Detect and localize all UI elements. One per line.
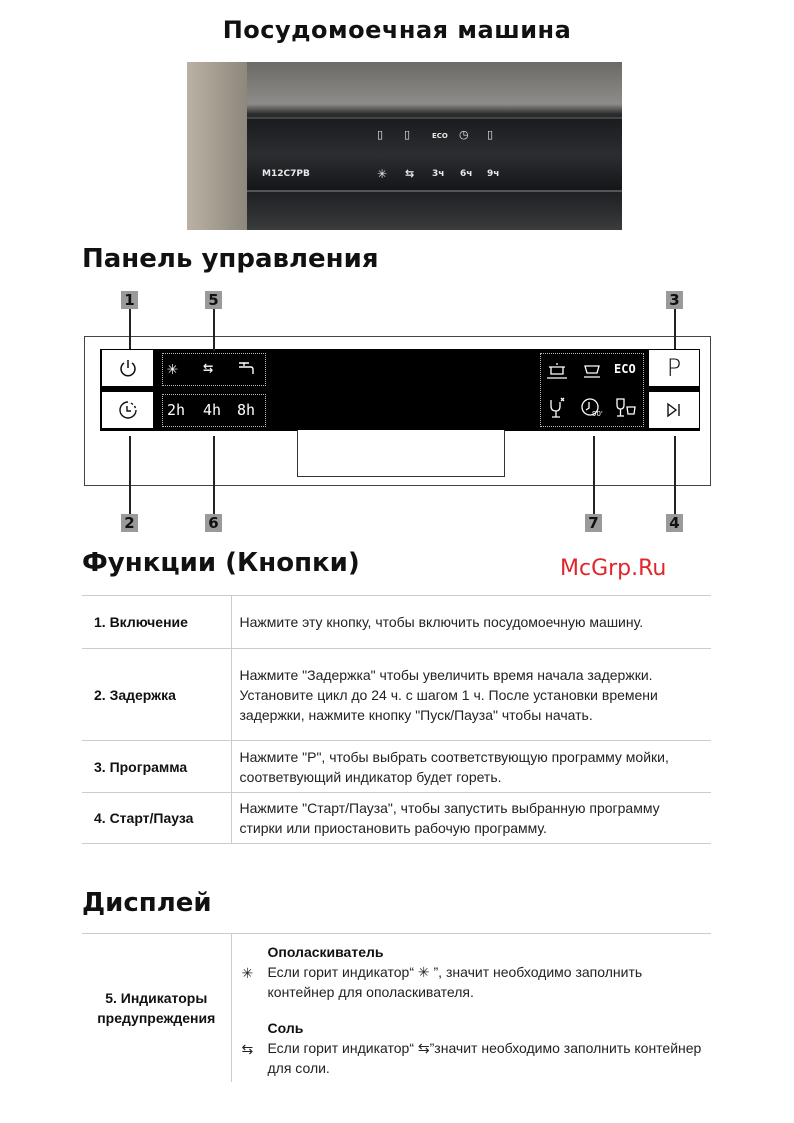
indicator-text-start: Если горит индикатор“: [267, 1040, 418, 1056]
table-row: [82, 934, 711, 1083]
clock-icon: [118, 400, 138, 420]
callout-1: 1: [121, 291, 138, 309]
photo-salt-icon: ⇆: [405, 167, 415, 180]
display-key: 5. Индикаторы предупреждения: [82, 934, 231, 1083]
leader-line: [593, 436, 595, 514]
function-key: 4. Старт/Пауза: [82, 793, 231, 844]
indicator-rinse-aid: [238, 942, 704, 1002]
indicator-text-start: Если горит индикатор“: [267, 964, 418, 980]
callout-3: 3: [666, 291, 683, 309]
function-description: Нажмите "Старт/Пауза", чтобы запустить выбранную программу стирки или приостановить рабочую программу.: [231, 793, 711, 844]
photo-delay-9: 9ч: [487, 169, 500, 179]
rinse-aid-icon: ✳: [417, 964, 430, 980]
callout-4: 4: [666, 514, 683, 532]
intensive-pot-icon: [545, 359, 569, 381]
table-row: [82, 596, 711, 649]
callout-6: 6: [205, 514, 222, 532]
leader-line: [213, 436, 215, 514]
photo-glass-icon: ▯: [487, 128, 494, 141]
svg-text:90': 90': [592, 410, 603, 418]
quick-90-icon: [580, 396, 604, 420]
photo-eco-label: ECO: [432, 132, 448, 140]
indicator-text-end: ”, значит необходимо заполнить контейнер для ополаскивателя.: [267, 964, 643, 1000]
function-key: 2. Задержка: [82, 649, 231, 741]
photo-clock-icon: ◷: [459, 128, 469, 141]
functions-table: [82, 595, 711, 844]
section-heading-functions: Функции (Кнопки): [82, 548, 360, 578]
display-table: [82, 933, 711, 1082]
section-heading-display: Дисплей: [82, 888, 212, 918]
dishwasher-photo: [187, 62, 622, 230]
leader-line: [129, 309, 131, 349]
function-description: Нажмите "Задержка" чтобы увеличить время начала задержки. Установите цикл до 24 ч. с шагом 1 ч. После установки времени задержки, нажмите кнопку "Пуск/Пауза" чтобы начать.: [231, 649, 711, 741]
photo-delay-3: 3ч: [432, 169, 445, 179]
callout-2: 2: [121, 514, 138, 532]
leader-line: [129, 436, 131, 514]
salt-icon: ⇆: [203, 358, 214, 378]
rinse-aid-icon: ✳: [241, 965, 254, 981]
function-description: Нажмите "P", чтобы выбрать соответствующую программу мойки, соответвующий индикатор будет гореть.: [231, 741, 711, 793]
indicator-salt: [238, 1018, 704, 1078]
table-row: [82, 793, 711, 844]
photo-control-strip: [247, 117, 622, 192]
watermark: McGrp.Ru: [560, 556, 667, 581]
indicator-text-end: ”значит необходимо заполнить контейнер для соли.: [267, 1040, 702, 1076]
photo-pot-icon: ▯: [377, 128, 384, 141]
section-heading-control-panel: Панель управления: [82, 244, 379, 274]
program-button[interactable]: P: [649, 350, 699, 386]
photo-wall: [187, 62, 247, 230]
delay-2h: 2h: [167, 401, 186, 419]
power-icon: [118, 358, 138, 378]
eco-label: ECO: [614, 362, 636, 376]
function-description: Нажмите эту кнопку, чтобы включить посудомоечную машину.: [231, 596, 711, 649]
rinse-aid-icon: ✳: [167, 358, 178, 379]
callout-7: 7: [585, 514, 602, 532]
function-key: 3. Программа: [82, 741, 231, 793]
panel-handle: [297, 430, 505, 477]
delay-button[interactable]: [102, 392, 153, 428]
photo-delay-6: 6ч: [460, 169, 473, 179]
delay-4h: 4h: [203, 401, 222, 419]
water-tap-icon: [237, 360, 257, 378]
start-pause-button[interactable]: [649, 392, 699, 428]
normal-bowl-icon: [581, 359, 603, 381]
glass-rinse-icon: [547, 396, 567, 420]
salt-icon: ⇆: [241, 1041, 254, 1057]
leader-line: [213, 309, 215, 351]
photo-bowl-icon: ▯: [404, 128, 411, 141]
display-description: [231, 934, 711, 1083]
table-row: [82, 649, 711, 741]
delay-8h: 8h: [237, 401, 256, 419]
indicator-title: Соль: [267, 1020, 304, 1036]
salt-icon: ⇆: [417, 1040, 430, 1056]
power-button[interactable]: [102, 350, 153, 386]
glass-cup-icon: [614, 396, 638, 420]
photo-model-label: M12C7PB: [262, 169, 310, 179]
photo-rinse-icon: ✳: [377, 167, 388, 181]
play-pause-icon: [665, 402, 683, 418]
leader-line: [674, 436, 676, 514]
table-row: [82, 741, 711, 793]
callout-5: 5: [205, 291, 222, 309]
document-title: Посудомоечная машина: [222, 16, 572, 44]
indicator-title: Ополаскиватель: [267, 944, 384, 960]
function-key: 1. Включение: [82, 596, 231, 649]
leader-line: [674, 309, 676, 349]
